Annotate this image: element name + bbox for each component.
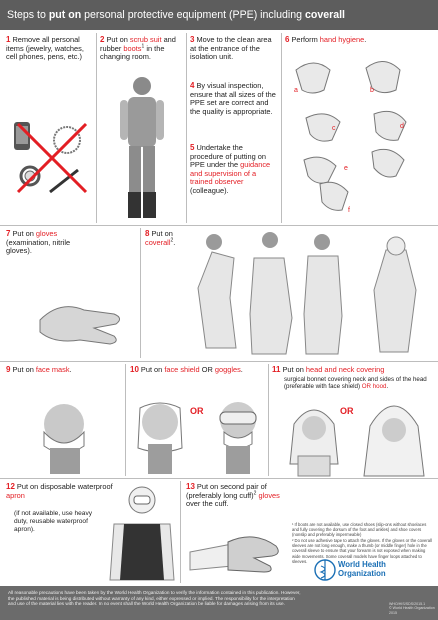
hand-label-d: d xyxy=(400,123,404,130)
footnotes xyxy=(292,522,432,565)
hand-label-c: c xyxy=(332,125,336,132)
disclaimer-text: All reasonable precautions have been taken by the World Health Organization to verify the information contained in this publication. However, the published material is being distributed without warranty of any kind, either expressed or implied. The responsibility for the interpretation and use of the material lies with the reader. In no event shall the World Health Organization be liable for damages arising from its use. xyxy=(8,590,301,607)
step-1: 1 Remove all personal items (jewelry, watches, cell phones, pens, etc.) xyxy=(6,35,84,62)
scrub-suit-figure xyxy=(116,72,168,220)
apron-figure xyxy=(106,484,178,582)
divider xyxy=(0,478,438,479)
step-11: 11 Put on head and neck covering xyxy=(272,365,385,374)
step-12: 12 Put on disposable waterproof apron xyxy=(6,482,113,500)
step-6: 6 Perform hand hygiene. xyxy=(285,35,367,44)
step-3: 3 Move to the clean area at the entrance of the isolation unit. xyxy=(190,35,272,62)
step-8: 8 Put on coverall$^2$. xyxy=(145,229,176,247)
goggles-illustration xyxy=(212,392,266,476)
poster-title: Steps to put on personal protective equipment (PPE) including coverall xyxy=(0,0,438,30)
divider xyxy=(0,225,438,226)
step-9: 9 Put on face mask. xyxy=(6,365,72,374)
divider xyxy=(281,33,282,223)
or-label: OR xyxy=(340,406,354,416)
bonnet-illustration xyxy=(284,394,344,478)
divider xyxy=(96,33,97,223)
face-shield-illustration xyxy=(132,392,192,476)
personal-items-illustration xyxy=(12,118,92,198)
coverall-sequence-illustration xyxy=(190,228,430,358)
step-4: 4 By visual inspection, ensure that all sizes of the PPE set are correct and the quality is appropriate. xyxy=(190,81,276,116)
step-12-note: (if not available, use heavy duty, reusable waterproof apron). xyxy=(14,510,93,533)
hood-illustration xyxy=(362,392,426,478)
divider xyxy=(0,361,438,362)
divider xyxy=(125,364,126,476)
hand-label-e: e xyxy=(344,165,348,172)
second-gloves-illustration xyxy=(188,526,284,582)
footnote-2: ² Do not use adhesive tape to attach the gloves. If the gloves or the coverall sleeves are not long enough, make a thumb (or middle finger) hole in the coverall sleeve to ensure that your forearm is not exposed when making wide movements. Some coverall models have finger loops attached to sleeves. xyxy=(292,538,432,564)
who-emblem-icon xyxy=(314,558,336,582)
who-name: World Health Organization xyxy=(338,560,386,578)
divider xyxy=(180,481,181,583)
step-11-detail: surgical bonnet covering neck and sides of the head (preferable with face shield) OR hood. xyxy=(284,376,427,391)
gloves-illustration xyxy=(36,280,126,350)
document-code: WHO/HIS/SDS/2015.1 © World Health Organization 2015 xyxy=(389,602,435,615)
step-2: 2 Put on scrub suit and rubber boots$^1$ in the changing room. xyxy=(100,35,176,62)
hand-hygiene-illustration xyxy=(286,48,436,218)
step-13: 13 Put on second pair of (preferably long cuff)$^2$ gloves over the cuff. xyxy=(186,482,280,509)
footer xyxy=(0,586,438,620)
hand-label-f: f xyxy=(348,207,350,214)
divider xyxy=(186,33,187,223)
or-label: OR xyxy=(190,406,204,416)
footnote-1: ¹ If boots are not available, use closed shoes (slip-ons without shoelaces and fully covering the dorsum of the foot and ankles) and shoe covers (nonslip and preferably impermeable) xyxy=(292,522,427,538)
divider xyxy=(268,364,269,476)
step-5: 5 Undertake the procedure of putting on PPE under the guidance and supervision of a trained observer (colleague). xyxy=(190,143,271,195)
step-10: 10 Put on face shield OR goggles. xyxy=(130,365,243,374)
hand-label-a: a xyxy=(294,87,298,94)
divider xyxy=(140,228,141,358)
hand-label-b: b xyxy=(370,87,374,94)
face-mask-illustration xyxy=(30,392,106,476)
step-7: 7 Put on gloves (examination, nitrile gloves). xyxy=(6,229,71,256)
